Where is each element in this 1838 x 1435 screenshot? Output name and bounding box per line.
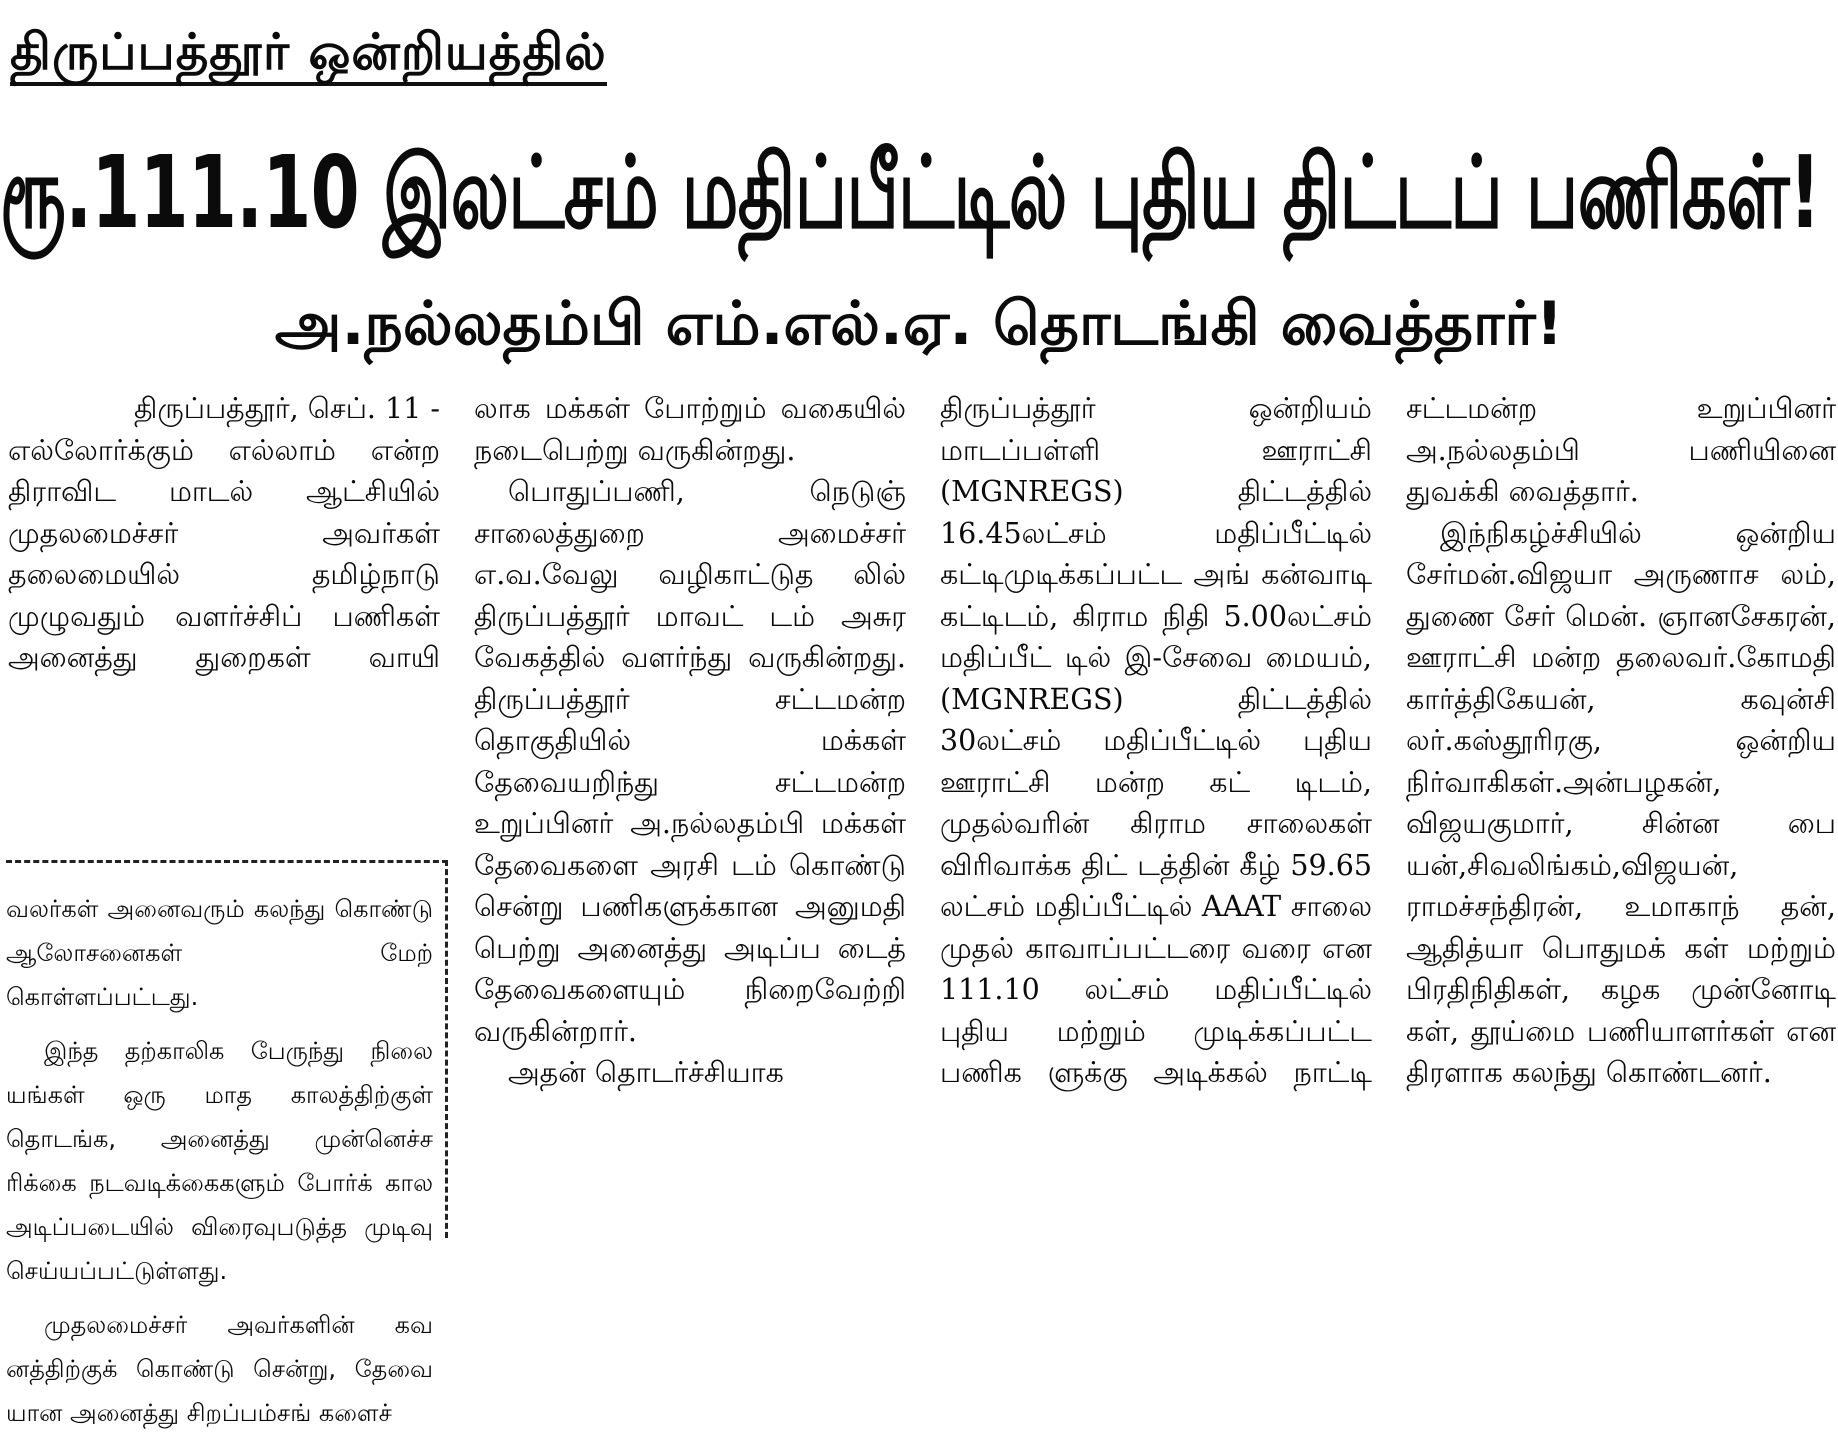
boxed-adjacent-story [6,860,448,1427]
paragraph: இந்த தற்காலிக பேருந்து நிலை யங்கள் ஒரு மாத காலத்திற்குள் தொடங்க, அனைத்து முன்னெச்ச ரிக்கை நடவடிக்கைகளும் போர்க் கால அடிப்படையில் விரைவுபடுத்த முடிவு செய்யப்பட்டுள்ளது. [6,1037,433,1285]
paragraph: அதன் தொடர்ச்சியாக [508,1056,784,1089]
paragraph: லாக மக்கள் போற்றும் வகையில் நடைபெற்று வருகின்றது. [474,392,906,467]
paragraph: முதலமைச்சர் அவர்களின் கவ னத்திற்குக் கொண்டு சென்று, தேவை யான அனைத்து சிறப்பம்சங் களைச் [6,1311,433,1427]
dateline: திருப்பத்தூர், செப். 11 - [133,392,440,425]
main-headline: ரூ.111.10 இலட்சம் மதிப்பீட்டில் புதிய திட்டப் பணிகள்! [0,134,1821,251]
article-column-4 [1406,388,1836,1238]
paragraph: பொதுப்பணி, நெடுஞ் சாலைத்துறை அமைச்சர் எ.வ.வேலு வழிகாட்டுத லில் திருப்பத்தூர் மாவட் டம் அசுர வேகத்தில் வளர்ந்து வருகின்றது. திருப்பத்தூர் சட்டமன்ற தொகுதியில் மக்கள் தேவையறிந்து சட்டமன்ற உறுப்பினர் அ.நல்லதம்பி மக்கள் தேவைகளை அரசி டம் கொண்டு சென்று பணிகளுக்கான அனுமதி பெற்று அனைத்து அடிப்ப டைத் தேவைகளையும் நிறைவேற்றி வருகின்றார். [474,475,906,1048]
kicker-heading: திருப்பத்தூர் ஒன்றியத்தில் [10,22,607,86]
article-column-2 [474,388,906,1238]
article-column-1 [8,388,440,846]
paragraph: திருப்பத்தூர் ஒன்றியம் மாடப்பள்ளி ஊராட்சி (MGNREGS) திட்டத்தில் 16.45லட்சம் மதிப்பீட்டில் கட்டிமுடிக்கப்பட்ட அங் கன்வாடி கட்டிடம், கிராம நிதி 5.00லட்சம் மதிப்பீட் டில் இ-சேவை மையம், (MGNREGS) திட்டத்தில் 30லட்சம் மதிப்பீட்டில் புதிய ஊராட்சி மன்ற கட் டிடம், முதல்வரின் கிராம சாலைகள் விரிவாக்க திட் டத்தின் கீழ் 59.65 லட்சம் மதிப்பீட்டில் AAAT சாலை முதல் காவாப்பட்டரை வரை என 111.10 லட்சம் மதிப்பீட்டில் புதிய மற்றும் முடிக்கப்பட்ட பணிக ளுக்கு அடிக்கல் நாட்டி [940,392,1372,1089]
paragraph: இந்நிகழ்ச்சியில் ஒன்றிய சேர்மன்.விஜயா அருணாச லம், துணை சேர் மென். ஞானசேகரன், ஊராட்சி மன்ற தலைவர்.கோமதி கார்த்திகேயன், கவுன்சி லர்.கஸ்தூரிரகு, ஒன்றிய நிர்வாகிகள்.அன்பழகன், விஜயகுமார், சின்ன பை யன்,சிவலிங்கம்,விஜயன், ராமச்சந்திரன், உமாகாந் தன், ஆதித்யா பொதுமக் கள் மற்றும் பிரதிநிதிகள், கழக முன்னோடி கள், தூய்மை பணியாளர்கள் என திரளாக கலந்து கொண்டனர். [1406,516,1836,1089]
paragraph: வலர்கள் அனைவரும் கலந்து கொண்டு ஆலோசனைகள் மேற் கொள்ளப்பட்டது. [6,895,433,1011]
paragraph: சட்டமன்ற உறுப்பினர் அ.நல்லதம்பி பணியினை துவக்கி வைத்தார். [1406,392,1836,508]
sub-headline: அ.நல்லதம்பி எம்.எல்.ஏ. தொடங்கி வைத்தார்! [274,289,1564,359]
paragraph: எல்லோர்க்கும் எல்லாம் என்ற திராவிட மாடல் ஆட்சியில் முதலமைச்சர் அவர்கள் தலைமையில் தமிழ்நாடு முழுவதும் வளர்ச்சிப் பணிகள் அனைத்து துறைகள் வாயி [8,433,440,674]
article-column-3 [940,388,1372,1238]
